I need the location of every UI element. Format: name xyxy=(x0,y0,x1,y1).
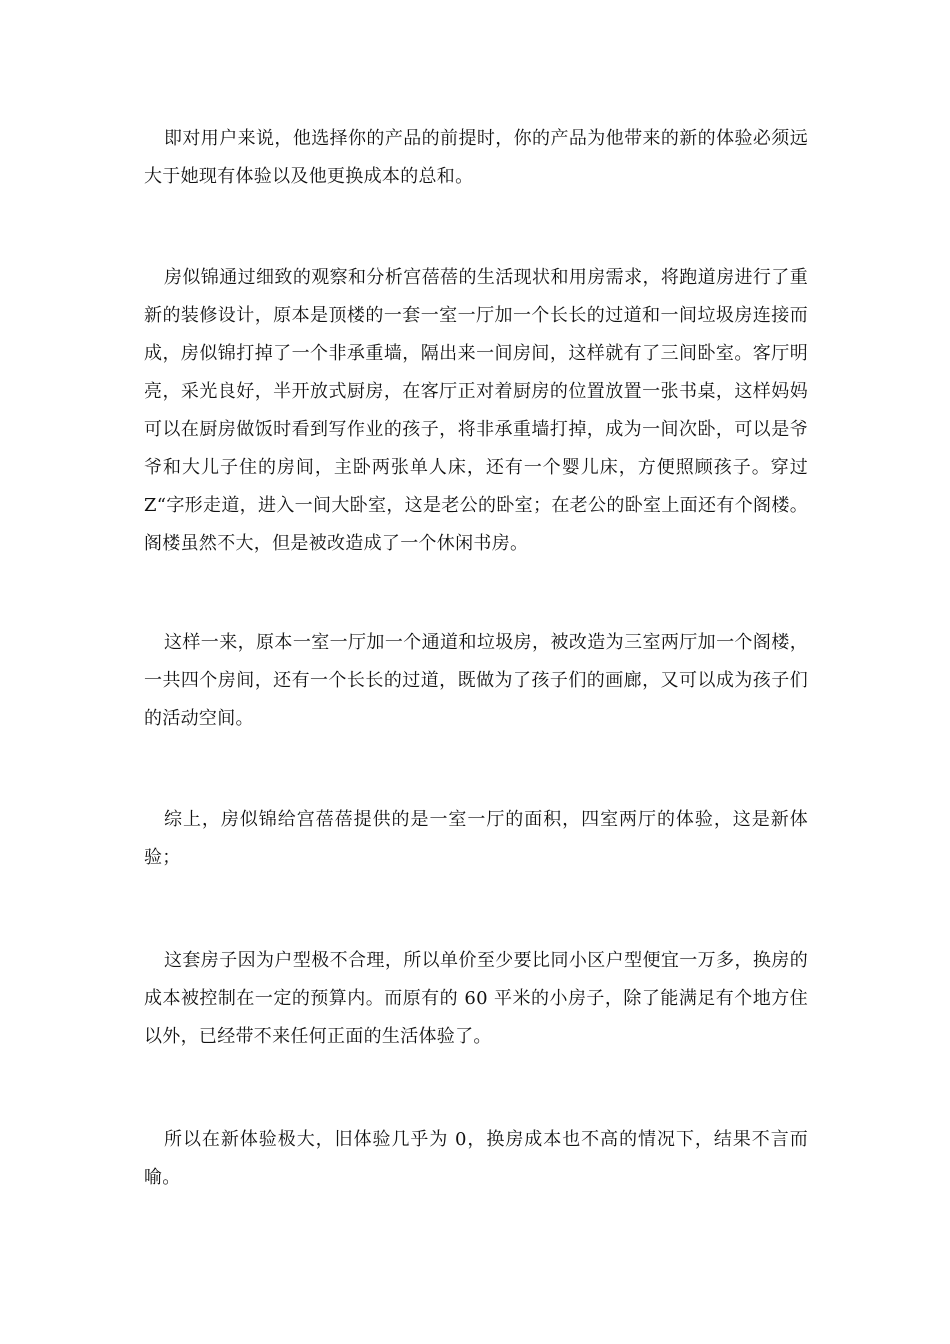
paragraph-cost-analysis: 这套房子因为户型极不合理，所以单价至少要比同小区户型便宜一万多，换房的成本被控制在一定的预算内。而原有的 60 平米的小房子，除了能满足有个地方住以外，已经带不来任何正面的生活体验了。 xyxy=(144,950,808,1047)
paragraph-conclusion: 所以在新体验极大，旧体验几乎为 0，换房成本也不高的情况下，结果不言而喻。 xyxy=(144,1129,808,1188)
paragraph-user-experience-principle: 即对用户来说，他选择你的产品的前提时，你的产品为他带来的新的体验必须远大于她现有体验以及他更换成本的总和。 xyxy=(144,128,808,187)
paragraph-renovation-description: 房似锦通过细致的观察和分析宫蓓蓓的生活现状和用房需求，将跑道房进行了重新的装修设计，原本是顶楼的一套一室一厅加一个长长的过道和一间垃圾房连接而成，房似锦打掉了一个非承重墙，隔出来一间房间，这样就有了三间卧室。客厅明亮，采光良好，半开放式厨房，在客厅正对着厨房的位置放置一张书桌，这样妈妈可以在厨房做饭时看到写作业的孩子，将非承重墙打掉，成为一间次卧，可以是爷爷和大儿子住的房间，主卧两张单人床，还有一个婴儿床，方便照顾孩子。穿过 Z“字形走道，进入一间大卧室，这是老公的卧室；在老公的卧室上面还有个阁楼。阁楼虽然不大，但是被改造成了一个休闲书房。 xyxy=(144,267,808,554)
paragraph-summary: 综上，房似锦给宫蓓蓓提供的是一室一厅的面积，四室两厅的体验，这是新体验； xyxy=(144,809,808,868)
paragraph-renovation-result: 这样一来，原本一室一厅加一个通道和垃圾房，被改造为三室两厅加一个阁楼，一共四个房间，还有一个长长的过道，既做为了孩子们的画廊，又可以成为孩子们的活动空间。 xyxy=(144,632,808,729)
